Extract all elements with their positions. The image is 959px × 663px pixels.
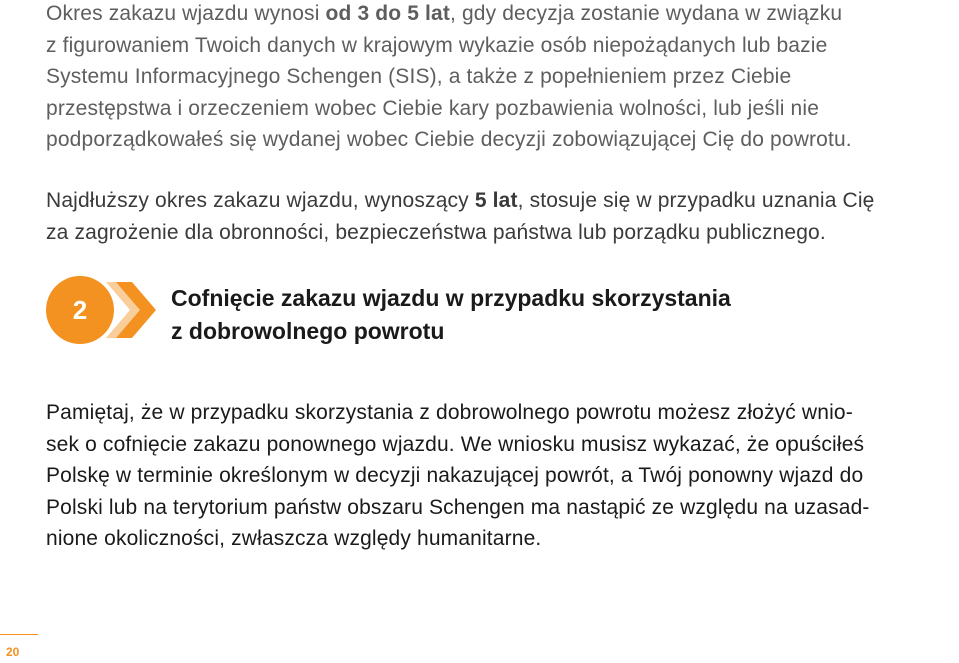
text-line: Najdłuższy okres zakazu wjazdu, wynoszący 5 lat, stosuje się w przypadku uznania Cię bbox=[46, 189, 875, 212]
page-number: 20 bbox=[6, 645, 20, 659]
text-line: sek o cofnięcie zakazu ponownego wjazdu. We wniosku musisz wykazać, że opuściłeś bbox=[46, 432, 865, 456]
text-line: podporządkowałeś się wydanej wobec Ciebie decyzji zobowiązującej Cię do powrotu. bbox=[46, 128, 852, 151]
text-line: nione okoliczności, zwłaszcza względy humanitarne. bbox=[46, 527, 542, 550]
text-line: Systemu Informacyjnego Schengen (SIS), a także z popełnieniem przez Ciebie bbox=[46, 65, 792, 88]
emphasis-duration: od 3 do 5 lat bbox=[325, 2, 450, 25]
text-line: z figurowaniem Twoich danych w krajowym wykazie osób niepożądanych lub bazie bbox=[46, 33, 828, 57]
text-line: Okres zakazu wjazdu wynosi od 3 do 5 lat, gdy decyzja zostanie wydana w związku bbox=[46, 2, 843, 25]
footer-divider bbox=[0, 634, 38, 635]
section-title-line: z dobrowolnego powrotu bbox=[171, 318, 445, 344]
text-line: Polski lub na terytorium państw obszaru Schengen ma nastąpić ze względu na uzasad- bbox=[46, 495, 870, 519]
section-title-line: Cofnięcie zakazu wjazdu w przypadku skorzystania bbox=[171, 285, 731, 311]
text-line: przestępstwa i orzeczeniem wobec Ciebie kary pozbawienia wolności, lub jeśli nie bbox=[46, 96, 820, 120]
paragraph-voluntary-return bbox=[46, 397, 870, 555]
paragraph-entry-ban-duration bbox=[46, 0, 852, 156]
section-number-badge: 2 bbox=[46, 276, 114, 344]
text-line: Pamiętaj, że w przypadku skorzystania z dobrowolnego powrotu możesz złożyć wnio- bbox=[46, 401, 853, 424]
text-line: Polskę w terminie określonym w decyzji nakazującej powrót, a Twój ponowny wjazd do bbox=[46, 464, 864, 487]
paragraph-longest-ban bbox=[46, 185, 875, 248]
emphasis-years: 5 lat bbox=[474, 189, 518, 212]
double-chevron-right-icon bbox=[104, 276, 160, 344]
text-line: za zagrożenie dla obronności, bezpieczeństwa państwa lub porządku publicznego. bbox=[46, 220, 826, 244]
section-title bbox=[171, 282, 731, 348]
